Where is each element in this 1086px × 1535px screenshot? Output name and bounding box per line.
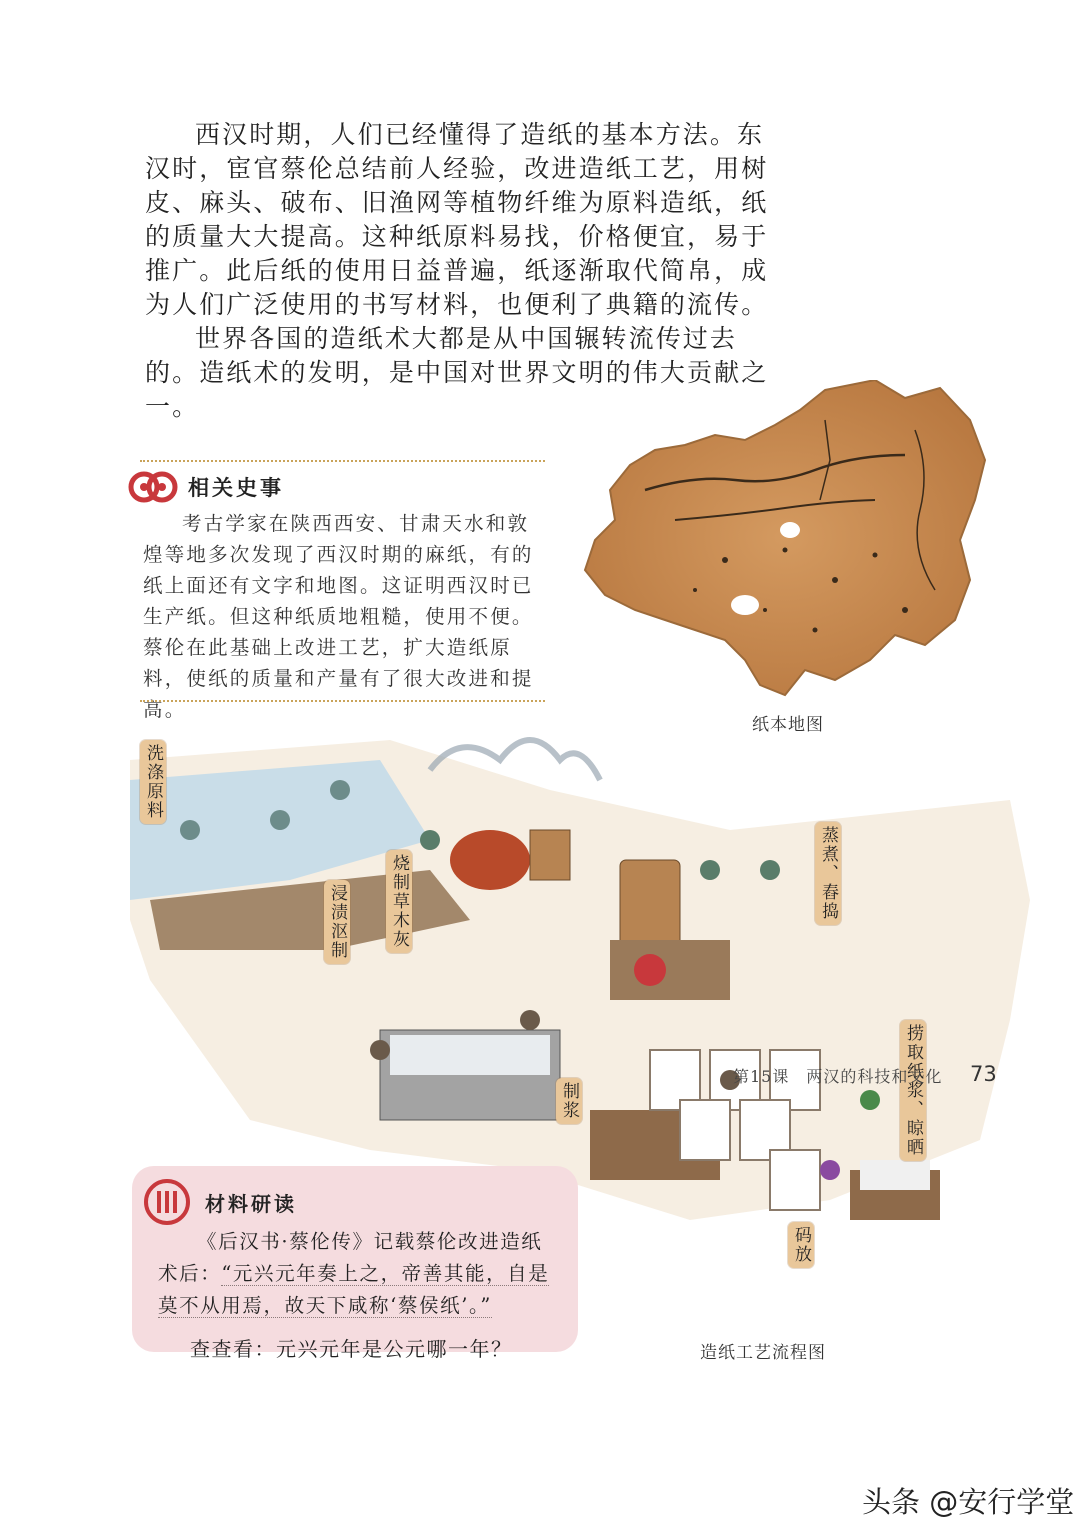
study-quote: “元兴元年奏上之，帝善其能，自是莫不从用焉，故天下咸称‘蔡侯纸’。” xyxy=(158,1262,550,1317)
lesson-footer: 第15课 两汉的科技和文化 xyxy=(733,1067,943,1086)
stage-label-soak: 浸渍沤制 xyxy=(324,880,350,964)
stage-label-steam: 蒸煮、舂捣 xyxy=(815,822,841,925)
main-paragraph-1: 西汉时期，人们已经懂得了造纸的基本方法。东汉时，宦官蔡伦总结前人经验，改进造纸工艺，用树皮、麻头、破布、旧渔网等植物纤维为原料造纸，纸的质量大大提高。这种纸原料易找，价格便宜，易于推广。此后纸的使用日益普遍，纸逐渐取代简帛，成为人们广泛使用的书写材料，也便利了典籍的流传。 xyxy=(145,120,769,319)
main-text xyxy=(145,118,785,424)
watermark: 头条 @安行学堂 xyxy=(862,1485,1075,1519)
stage-label-stack: 码放 xyxy=(788,1222,814,1268)
stage-label-dry: 捞取纸浆、晾晒 xyxy=(900,1020,926,1161)
related-history-title: 相关史事 xyxy=(188,476,284,500)
related-history-icon xyxy=(128,464,180,510)
paper-map-image xyxy=(575,380,995,705)
material-study-title: 材料研读 xyxy=(205,1192,297,1216)
related-history-text xyxy=(143,508,548,725)
bottom-divider xyxy=(140,700,545,702)
top-divider xyxy=(140,460,545,462)
map-caption: 纸本地图 xyxy=(752,715,824,735)
study-question: 查查看：元兴元年是公元哪一年？ xyxy=(190,1337,513,1361)
stage-label-ash: 烧制草木灰 xyxy=(386,850,412,953)
related-history-paragraph: 考古学家在陕西西安、甘肃天水和敦煌等地多次发现了西汉时期的麻纸，有的纸上面还有文字和地图。这证明西汉时已生产纸。但这种纸质地粗糙，使用不便。蔡伦在此基础上改进工艺，扩大造纸原料，使纸的质量和产量有了很大改进和提高。 xyxy=(143,512,534,721)
material-study-text xyxy=(158,1226,558,1322)
stage-label-wash: 洗涤原料 xyxy=(140,740,166,824)
material-study-icon xyxy=(143,1178,191,1226)
study-intro: 《后汉书·蔡伦传》记载蔡伦改进造纸术后： xyxy=(158,1230,543,1285)
main-paragraph-2: 世界各国的造纸术大都是从中国辗转流传过去的。造纸术的发明，是中国对世界文明的伟大贡献之一。 xyxy=(145,324,769,421)
page-number: 73 xyxy=(970,1062,997,1086)
process-caption: 造纸工艺流程图 xyxy=(700,1343,826,1363)
stage-label-pulp: 制浆 xyxy=(556,1078,582,1124)
